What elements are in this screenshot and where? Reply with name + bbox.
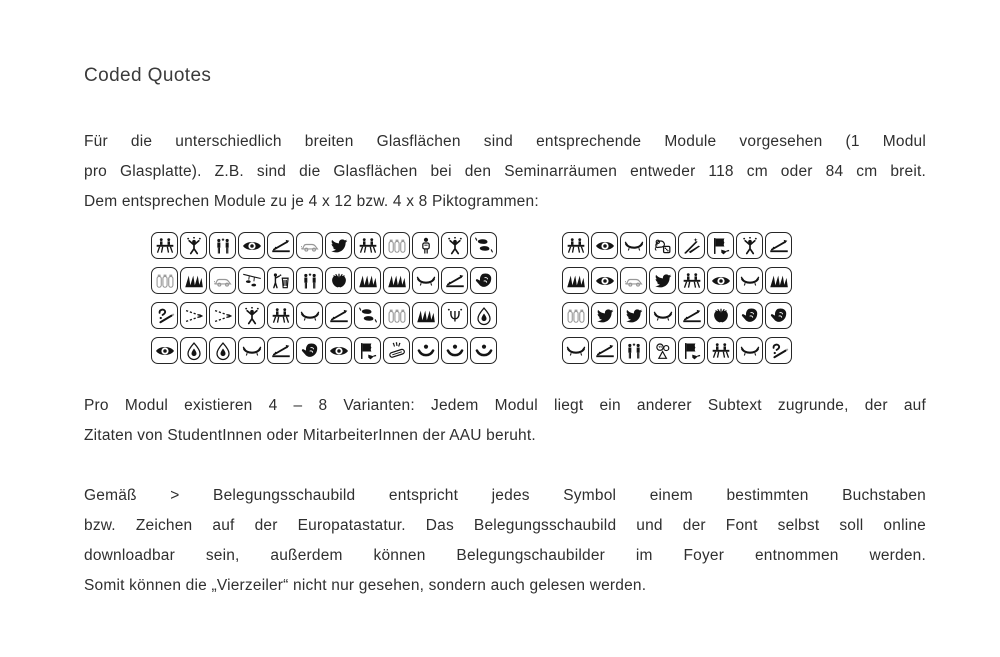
ramp-icon (441, 267, 468, 294)
flame-icon (470, 302, 497, 329)
eye-icon (238, 232, 265, 259)
car-icon (620, 267, 647, 294)
sled-pins-icon (383, 337, 410, 364)
juggler-icon (238, 302, 265, 329)
table-group-icon (707, 337, 734, 364)
bird-icon (649, 267, 676, 294)
ramp-icon (325, 302, 352, 329)
eye-icon (151, 337, 178, 364)
hammock-icon (649, 302, 676, 329)
batteries-icon (383, 232, 410, 259)
pictogram-grid-left (151, 232, 497, 364)
person-icon (412, 232, 439, 259)
dashed-arrows-icon (180, 302, 207, 329)
bird-icon (620, 302, 647, 329)
two-people-icon (296, 267, 323, 294)
ramp-icon (678, 302, 705, 329)
smile-icon (441, 337, 468, 364)
mountains-icon (765, 267, 792, 294)
text-line: Gemäß > Belegungsschaubild entspricht jedes Symbol einem bestimmten Buchstaben (84, 487, 926, 504)
hammock-icon (562, 337, 589, 364)
trash-icon (267, 267, 294, 294)
text-line: bzw. Zeichen auf der Europatastatur. Das Belegungsschaubild und der Font selbst soll online (84, 517, 926, 534)
hammock-icon (412, 267, 439, 294)
car-icon (296, 232, 323, 259)
ramp-icon (267, 337, 294, 364)
hammock-icon (620, 232, 647, 259)
table-group-icon (562, 232, 589, 259)
text-line: pro Glasplatte). Z.B. sind die Glasflächen bei den Seminarräumen entweder 118 cm oder 84 cm breit. (84, 163, 926, 180)
question-cigarette-icon (151, 302, 178, 329)
text-line: Dem entsprechen Module zu je 4 x 12 bzw. 4 x 8 Piktogrammen: (84, 193, 539, 210)
table-group-icon (267, 302, 294, 329)
mountains-icon (383, 267, 410, 294)
mouse-dice-icon (649, 232, 676, 259)
hammock-icon (736, 337, 763, 364)
stones-icon (649, 337, 676, 364)
hammock-icon (736, 267, 763, 294)
fist-icon (470, 267, 497, 294)
fist-icon (736, 302, 763, 329)
text-line: Somit können die „Vierzeiler“ nicht nur gesehen, sondern auch gelesen werden. (84, 577, 647, 594)
flag-hand-icon (707, 232, 734, 259)
fist-icon (296, 337, 323, 364)
paragraph-keyboard (84, 481, 926, 601)
eye-icon (707, 267, 734, 294)
two-people-icon (209, 232, 236, 259)
ramp-icon (591, 337, 618, 364)
juggler-icon (736, 232, 763, 259)
text-line: downloadbar sein, außerdem können Belegungschaubilder im Foyer entnommen werden. (84, 547, 926, 564)
svg-text:Ψ: Ψ (448, 308, 461, 325)
table-group-icon (151, 232, 178, 259)
hammock-icon (238, 337, 265, 364)
eye-icon (591, 232, 618, 259)
gloves-icon (470, 232, 497, 259)
dashed-arrows-icon (209, 302, 236, 329)
hanging-shoes-icon (238, 267, 265, 294)
question-cigarette-icon (765, 337, 792, 364)
page-content (84, 0, 926, 601)
batteries-icon (383, 302, 410, 329)
apple-icon (707, 302, 734, 329)
eye-icon (591, 267, 618, 294)
eye-icon (325, 337, 352, 364)
text-line: Für die unterschiedlich breiten Glasflächen sind entsprechende Module vorgesehen (1 Modul (84, 133, 926, 150)
flag-hand-icon (354, 337, 381, 364)
bird-icon (591, 302, 618, 329)
ramp-icon (267, 232, 294, 259)
flame-icon (209, 337, 236, 364)
mountains-icon (180, 267, 207, 294)
car-icon (209, 267, 236, 294)
paragraph-intro (84, 127, 926, 217)
text-line: Pro Modul existieren 4 – 8 Varianten: Jedem Modul liegt ein anderer Subtext zugrunde, der auf (84, 397, 926, 414)
table-group-icon (354, 232, 381, 259)
dart-star-icon (678, 232, 705, 259)
pictogram-figure (151, 232, 926, 364)
smile-icon (470, 337, 497, 364)
mountains-icon (412, 302, 439, 329)
flag-hand-icon (678, 337, 705, 364)
juggler-icon (180, 232, 207, 259)
batteries-icon (151, 267, 178, 294)
juggler-icon (441, 232, 468, 259)
page-title: Coded Quotes (84, 65, 212, 86)
ramp-icon (765, 232, 792, 259)
flame-icon (180, 337, 207, 364)
paragraph-variants (84, 391, 926, 451)
gloves-icon (354, 302, 381, 329)
pictogram-grid-right (562, 232, 792, 364)
apple-icon (325, 267, 352, 294)
bird-icon (325, 232, 352, 259)
table-group-icon (678, 267, 705, 294)
mountains-icon (562, 267, 589, 294)
text-line: Zitaten von StudentInnen oder MitarbeiterInnen der AAU beruht. (84, 427, 536, 444)
hammock-icon (296, 302, 323, 329)
psi-icon (441, 302, 468, 329)
two-people-icon (620, 337, 647, 364)
smile-icon (412, 337, 439, 364)
fist-icon (765, 302, 792, 329)
batteries-icon (562, 302, 589, 329)
mountains-icon (354, 267, 381, 294)
